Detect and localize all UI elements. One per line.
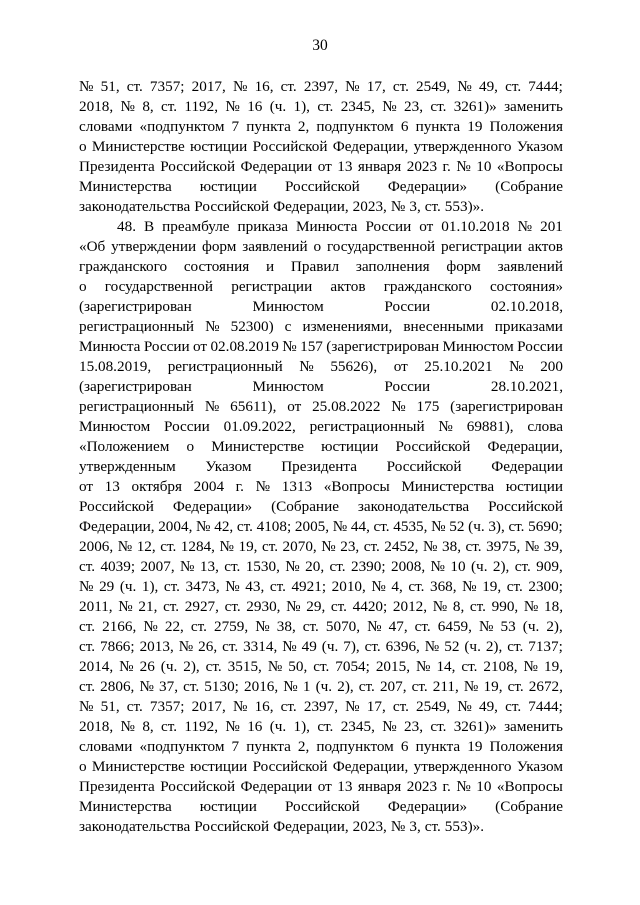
text-line: о Министерстве юстиции Российской Федерации, утвержденного Указом [79, 758, 563, 775]
text-line: «Об утверждении форм заявлений о государственной регистрации актов [79, 238, 563, 255]
text-line: Минюстом России 01.09.2022, регистрационный № 69881), слова [79, 418, 563, 435]
text-line: словами «подпунктом 7 пункта 2, подпунктом 6 пункта 19 Положения [79, 738, 563, 755]
text-line: 48. В преамбуле приказа Минюста России от 01.10.2018 № 201 [117, 218, 563, 235]
text-line: 15.08.2019, регистрационный № 55626), от 25.10.2021 № 200 [79, 358, 563, 375]
text-line: Министерства юстиции Российской Федерации» (Собрание [79, 798, 563, 815]
text-line: 2011, № 21, ст. 2927, ст. 2930, № 29, ст. 4420; 2012, № 8, ст. 990, № 18, [79, 598, 563, 615]
text-line: регистрационный № 52300) с изменениями, внесенными приказами [79, 318, 563, 335]
text-line: ст. 4039; 2007, № 13, ст. 1530, № 20, ст. 2390; 2008, № 10 (ч. 2), ст. 909, [79, 558, 563, 575]
text-line: от 13 октября 2004 г. № 1313 «Вопросы Министерства юстиции [79, 478, 563, 495]
page-number: 30 [312, 37, 328, 54]
text-line: о Министерстве юстиции Российской Федерации, утвержденного Указом [79, 138, 563, 155]
text-line: ст. 2166, № 22, ст. 2759, № 38, ст. 5070, № 47, ст. 6459, № 53 (ч. 2), [79, 618, 563, 635]
text-line: № 51, ст. 7357; 2017, № 16, ст. 2397, № 17, ст. 2549, № 49, ст. 7444; [79, 78, 563, 95]
text-line: (зарегистрирован Минюстом России 02.10.2018, [79, 298, 563, 315]
text-line: 2014, № 26 (ч. 2), ст. 3515, № 50, ст. 7054; 2015, № 14, ст. 2108, № 19, [79, 658, 563, 675]
text-line: Российской Федерации» (Собрание законодательства Российской [79, 498, 563, 515]
text-line: (зарегистрирован Минюстом России 28.10.2021, [79, 378, 563, 395]
text-line: Министерства юстиции Российской Федерации» (Собрание [79, 178, 563, 195]
text-line: гражданского состояния и Правил заполнения форм заявлений [79, 258, 563, 275]
text-line: 2018, № 8, ст. 1192, № 16 (ч. 1), ст. 2345, № 23, ст. 3261)» заменить [79, 98, 563, 115]
text-line: 2018, № 8, ст. 1192, № 16 (ч. 1), ст. 2345, № 23, ст. 3261)» заменить [79, 718, 563, 735]
text-line: о государственной регистрации актов гражданского состояния» [79, 278, 563, 295]
text-line: 2006, № 12, ст. 1284, № 19, ст. 2070, № 23, ст. 2452, № 38, ст. 3975, № 39, [79, 538, 563, 555]
text-line: ст. 7866; 2013, № 26, ст. 3314, № 49 (ч. 7), ст. 6396, № 52 (ч. 2), ст. 7137; [79, 638, 563, 655]
text-line: регистрационный № 65611), от 25.08.2022 № 175 (зарегистрирован [79, 398, 563, 415]
text-line: Президента Российской Федерации от 13 января 2023 г. № 10 «Вопросы [79, 158, 563, 175]
text-line: № 51, ст. 7357; 2017, № 16, ст. 2397, № 17, ст. 2549, № 49, ст. 7444; [79, 698, 563, 715]
document-body [79, 77, 563, 837]
text-line: ст. 2806, № 37, ст. 5130; 2016, № 1 (ч. 2), ст. 207, ст. 211, № 19, ст. 2672, [79, 678, 563, 695]
text-line: законодательства Российской Федерации, 2023, № 3, ст. 553)». [79, 198, 485, 215]
text-line: Минюста России от 02.08.2019 № 157 (зарегистрирован Минюстом России [79, 338, 563, 355]
text-line: Президента Российской Федерации от 13 января 2023 г. № 10 «Вопросы [79, 778, 563, 795]
text-line: Федерации, 2004, № 42, ст. 4108; 2005, № 44, ст. 4535, № 52 (ч. 3), ст. 5690; [79, 518, 563, 535]
text-line: № 29 (ч. 1), ст. 3473, № 43, ст. 4921; 2010, № 4, ст. 368, № 19, ст. 2300; [79, 578, 563, 595]
text-line: утвержденным Указом Президента Российской Федерации [79, 458, 563, 475]
text-line: «Положением о Министерстве юстиции Российской Федерации, [79, 438, 563, 455]
text-line: законодательства Российской Федерации, 2023, № 3, ст. 553)». [79, 818, 485, 835]
text-line: словами «подпунктом 7 пункта 2, подпунктом 6 пункта 19 Положения [79, 118, 563, 135]
